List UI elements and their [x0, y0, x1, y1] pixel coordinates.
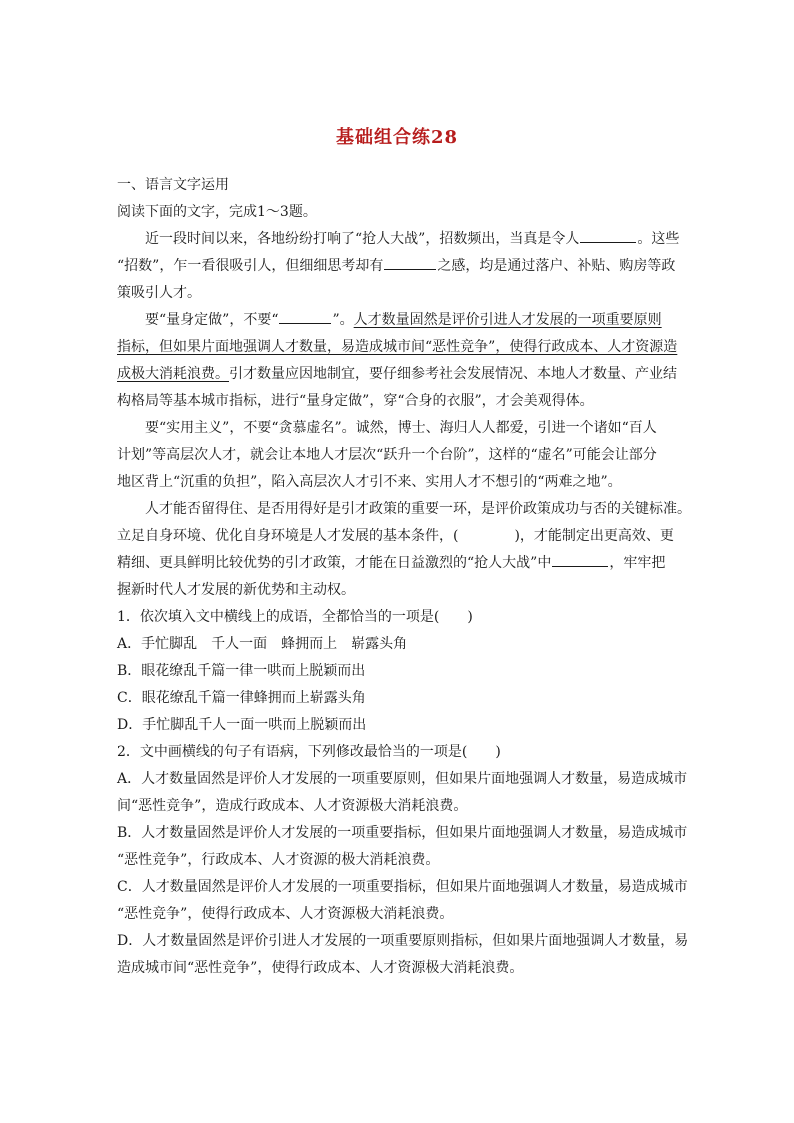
- question-2-option-b-line2: “恶性竞争”，行政成本、人才资源的极大消耗浪费。: [117, 852, 440, 868]
- passage-p2-line4: 构格局等基本城市指标，进行“量身定做”，穿“合身的衣服”，才会美观得体。: [117, 393, 594, 409]
- passage-p4-line3: [117, 550, 679, 577]
- passage-p3-line2: 计划”等高层次人才，就会让本地人才层次“跃升一个台阶”，这样的“虚名”可能会让部分: [117, 447, 657, 463]
- text-segment: “招数”，乍一看很吸引人，但细细思考却有: [117, 258, 384, 274]
- passage-p2-line3: [117, 361, 679, 388]
- passage-p4-line4: 握新时代人才发展的新优势和主动权。: [117, 582, 355, 598]
- text-segment: 立足自身环境、优化自身环境是人才发展的基本条件，(: [117, 528, 459, 544]
- passage-p4-line2: [117, 523, 679, 550]
- question-1-option-c: C．眼花缭乱千篇一律蜂拥而上崭露头角: [117, 690, 366, 706]
- question-1-option-d: D．手忙脚乱千人一面一哄而上脱颖而出: [117, 717, 367, 733]
- text-segment: 近一段时间以来，各地纷纷打响了“抢人大战”，招数频出，当真是令人: [145, 231, 580, 247]
- question-2-option-d-line2: 造成城市间“恶性竞争”，使得行政成本、人才资源极大消耗浪费。: [117, 960, 524, 976]
- fill-blank-3: [279, 309, 331, 324]
- underlined-sentence: 人才数量固然是评价引进人才发展的一项重要原则: [353, 312, 662, 328]
- fill-blank-2: [384, 255, 436, 270]
- text-segment: 。这些: [637, 231, 680, 247]
- text-segment: 1．依次填入文中横线上的成语，全都恰当的一项是(: [117, 609, 440, 625]
- question-2-option-a-line2: 间“恶性竞争”，造成行政成本、人才资源极大消耗浪费。: [117, 798, 468, 814]
- text-segment: 引才数量应因地制宜，要仔细参考社会发展情况、本地人才数量、产业结: [229, 366, 677, 382]
- question-2-option-b-line1: B．人才数量固然是评价人才发展的一项重要指标，但如果片面地强调人才数量，易造成城市: [117, 825, 688, 841]
- question-2-stem: [117, 739, 679, 766]
- text-segment: ): [467, 609, 473, 625]
- option-label: A．: [117, 636, 142, 652]
- option-term: 手忙脚乱: [141, 636, 198, 652]
- text-segment: 2．文中画横线的句子有语病，下列修改最恰当的一项是(: [117, 744, 468, 760]
- option-term: 千人一面: [211, 636, 268, 652]
- question-2-option-a-line1: A．人才数量固然是评价人才发展的一项重要原则，但如果片面地强调人才数量，易造成城市: [117, 771, 688, 787]
- instruction-text: 阅读下面的文字，完成1～3题。: [117, 204, 317, 220]
- fill-blank-1: [580, 228, 636, 243]
- passage-p3-line1: 要“实用主义”，不要“贪慕虚名”。诚然，博士、海归人人都爱，引进一个诸如“百人: [145, 420, 657, 436]
- question-2-option-d-line1: D．人才数量固然是评价引进人才发展的一项重要原则指标，但如果片面地强调人才数量，易: [117, 933, 689, 949]
- text-segment: ，牢牢把: [609, 555, 666, 571]
- fill-blank-4: [552, 552, 608, 567]
- option-term: 崭露头角: [351, 636, 408, 652]
- passage-p1-line1: [117, 226, 679, 253]
- question-2-option-c-line1: C．人才数量固然是评价人才发展的一项重要指标，但如果片面地强调人才数量，易造成城市: [117, 879, 688, 895]
- text-segment: 要“量身定做”，不要“: [145, 312, 279, 328]
- passage-p2-line1: [117, 307, 679, 334]
- text-segment: )，才能制定出更高效、更: [514, 528, 674, 544]
- question-2-option-c-line2: “恶性竞争”，使得行政成本、人才资源极大消耗浪费。: [117, 906, 454, 922]
- passage-p4-line1: 人才能否留得住、是否用得好是引才政策的重要一环，是评价政策成功与否的关键标准。: [145, 501, 691, 517]
- text-segment: 精细、更具鲜明比较优势的引才政策，才能在日益激烈的“抢人大战”中: [117, 555, 552, 571]
- text-segment: 之感，均是通过落户、补贴、购房等政: [437, 258, 676, 274]
- question-1-stem: [117, 604, 679, 631]
- question-1-option-a: [117, 631, 679, 658]
- text-segment: ): [495, 744, 501, 760]
- question-1-option-b: B．眼花缭乱千篇一律一哄而上脱颖而出: [117, 663, 366, 679]
- text-segment: ”。: [332, 312, 354, 328]
- underlined-sentence: 成极大消耗浪费。: [117, 366, 229, 382]
- passage-p1-line2: [117, 253, 679, 280]
- section-heading: 一、语言文字运用: [117, 177, 229, 193]
- option-term: 蜂拥而上: [281, 636, 338, 652]
- page-title: 基础组合练28: [335, 127, 459, 148]
- passage-p3-line3: 地区背上“沉重的负担”，陷入高层次人才引不来、实用人才不想引的“两难之地”。: [117, 474, 622, 490]
- document-body: [117, 172, 691, 982]
- passage-p2-line2: 指标，但如果片面地强调人才数量，易造成城市间“恶性竞争”，使得行政成本、人才资源造: [117, 339, 678, 355]
- passage-p1-line3: 策吸引人才。: [117, 285, 201, 301]
